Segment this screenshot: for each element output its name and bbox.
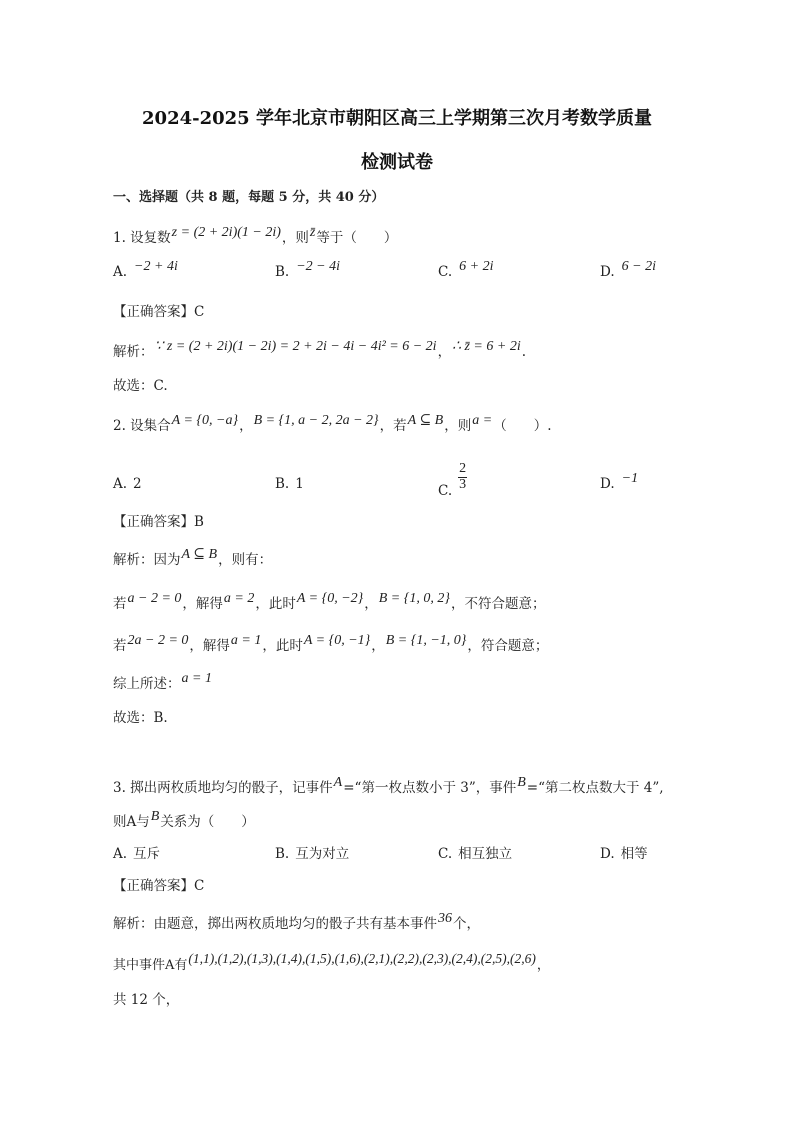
q2-analysis-3: 若2a − 2 = 0，解得a = 1，此时A = {0, −1}，B = {1, −1, 0}，符合题意； [113, 633, 549, 654]
q3-option-a: A. 互斥 [113, 846, 161, 862]
q1-stem-post: 等于（ ） [316, 230, 398, 246]
document-title-line2: 检测试卷 [361, 152, 433, 173]
q1-option-d: D. 6 − 2i [600, 259, 656, 280]
q2-option-a: A. 2 [113, 476, 142, 492]
q1-answer: 【正确答案】C [113, 304, 205, 320]
q1-option-a: A. −2 + 4i [113, 259, 178, 280]
q3-option-b: B. 互为对立 [275, 846, 350, 862]
q3-analysis-1: 解析：由题意，掷出两枚质地均匀的骰子共有基本事件36个， [113, 911, 480, 932]
q1-analysis: 解析：∵ z = (2 + 2i)(1 − 2i) = 2 + 2i − 4i − 4i² = 6 − 2i，∴ z̄ = 6 + 2i. [113, 339, 527, 360]
q1-option-b: B. −2 − 4i [275, 259, 341, 280]
q1-stem-pre: 1. 设复数 [113, 230, 171, 246]
q3-analysis-2: 其中事件A有(1,1),(1,2),(1,3),(1,4),(1,5),(1,6),(2,1),(2,2),(2,3),(2,4),(2,5),(2,6)， [113, 951, 550, 973]
q1-stem-mid: ，则 [281, 230, 309, 246]
document-title-line1: 2024-2025 学年北京市朝阳区高三上学期第三次月考数学质量 [142, 108, 652, 129]
q2-option-d: D. −1 [600, 471, 639, 492]
q2-stem: 2. 设集合A = {0, −a}，B = {1, a − 2, 2a − 2}，若A ⊆ B，则a =（ ）. [113, 413, 552, 434]
q3-stem-1: 3. 掷出两枚质地均匀的骰子，记事件A=“第一枚点数小于 3”，事件B=“第二枚点数大于 4”, [113, 775, 664, 796]
q2-option-b: B. 1 [275, 476, 304, 492]
q3-option-c: C. 相互独立 [438, 846, 513, 862]
q2-conclusion: 故选：B. [113, 710, 168, 726]
section-heading: 一、选择题（共 8 题，每题 5 分，共 40 分） [113, 190, 385, 205]
q2-analysis-2: 若a − 2 = 0，解得a = 2，此时A = {0, −2}，B = {1, 0, 2}，不符合题意； [113, 591, 546, 612]
q2-answer: 【正确答案】B [113, 514, 204, 530]
q2-analysis-1: 解析：因为A ⊆ B，则有： [113, 547, 273, 568]
q2-analysis-4: 综上所述：a = 1 [113, 671, 212, 692]
q3-stem-2: 则A与B关系为（ ） [113, 809, 255, 830]
q1-conclusion: 故选：C. [113, 378, 168, 394]
q3-option-d: D. 相等 [600, 846, 648, 862]
q2-option-c: C. $\frac{2}{3}$ [438, 461, 467, 499]
q1-stem-zbar: z̄ [309, 225, 316, 240]
q1-stem [113, 226, 397, 247]
q3-analysis-3: 共 12 个， [113, 992, 180, 1008]
q1-option-c: C. 6 + 2i [438, 259, 494, 280]
fraction-two-thirds: $\frac{2}{3}$ [459, 461, 467, 492]
q1-stem-expr: z = (2 + 2i)(1 − 2i) [171, 225, 281, 240]
q3-answer: 【正确答案】C [113, 878, 205, 894]
